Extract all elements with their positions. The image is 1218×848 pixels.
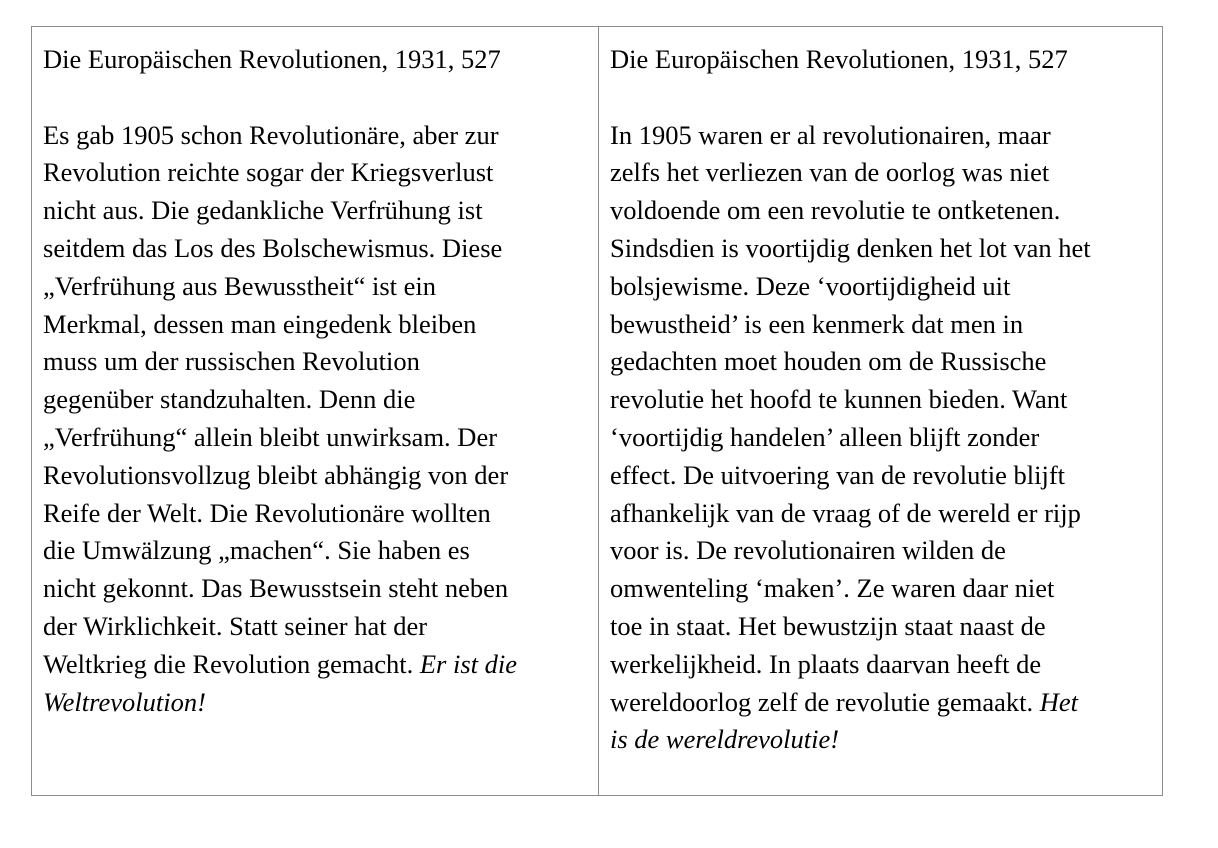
german-column [32, 27, 599, 795]
text-line: werkelijkheid. In plaats daarvan heeft de [610, 648, 1042, 679]
text-line: bolsjewisme. Deze ‘voortijdigheid uit [610, 270, 1011, 301]
text-line: Revolution reichte sogar der Kriegsverlust [43, 157, 494, 188]
dutch-paragraph [610, 117, 1152, 760]
dutch-column [599, 27, 1162, 795]
text-segment: wereldoorlog zelf de revolutie gemaakt. [610, 686, 1040, 717]
text-line: nicht gekonnt. Das Bewusstsein steht neben [43, 573, 509, 604]
text-line: revolutie het hoofd te kunnen bieden. Want [610, 384, 1068, 415]
text-line: voor is. De revolutionairen wilden de [610, 535, 1006, 566]
text-line: gegenüber standzuhalten. Denn die [43, 384, 416, 415]
text-line [43, 684, 588, 722]
text-line: omwenteling ‘maken’. Ze waren daar niet [610, 573, 1055, 604]
text-line [610, 684, 1152, 722]
text-line: „Verfrühung aus Bewusstheit“ ist ein [43, 270, 436, 301]
text-line: Sindsdien is voortijdig denken het lot van het [610, 232, 1091, 263]
text-line: muss um der russischen Revolution [43, 346, 420, 377]
text-line: gedachten moet houden om de Russische [610, 346, 1047, 377]
text-line [610, 721, 1152, 759]
italic-emphasis: Weltrevolution! [43, 686, 206, 717]
text-line: Reife der Welt. Die Revolutionäre wollten [43, 497, 491, 528]
text-line: toe in staat. Het bewustzijn staat naast de [610, 610, 1046, 641]
text-line: „Verfrühung“ allein bleibt unwirksam. Der [43, 421, 498, 452]
translation-table [31, 26, 1163, 796]
german-source-heading: Die Europäischen Revolutionen, 1931, 527 [43, 44, 501, 74]
text-line: ‘voortijdig handelen’ alleen blijft zonder [610, 421, 1040, 452]
text-line: seitdem das Los des Bolschewismus. Diese [43, 232, 503, 263]
text-segment: Weltkrieg die Revolution gemacht. [43, 648, 420, 679]
blank-line [43, 79, 588, 117]
italic-emphasis: Er ist die [419, 648, 518, 679]
text-line: die Umwälzung „machen“. Sie haben es [43, 535, 470, 566]
italic-emphasis: is de wereldrevolutie! [610, 724, 840, 755]
italic-emphasis: Het [1039, 686, 1078, 717]
text-line [43, 646, 588, 684]
blank-line [610, 79, 1152, 117]
text-line: voldoende om een revolutie te ontketenen. [610, 195, 1061, 226]
text-line: bewustheid’ is een kenmerk dat men in [610, 308, 1024, 339]
text-line: zelfs het verliezen van de oorlog was niet [610, 157, 1050, 188]
text-line: Es gab 1905 schon Revolutionäre, aber zur [43, 119, 499, 150]
text-line: nicht aus. Die gedankliche Verfrühung ist [43, 195, 483, 226]
text-line: afhankelijk van de vraag of de wereld er rijp [610, 497, 1081, 528]
text-line: effect. De uitvoering van de revolutie blijft [610, 459, 1066, 490]
german-paragraph [43, 117, 588, 722]
text-line: Merkmal, dessen man eingedenk bleiben [43, 308, 477, 339]
text-line: der Wirklichkeit. Statt seiner hat der [43, 610, 428, 641]
text-line: In 1905 waren er al revolutionairen, maar [610, 119, 1051, 150]
text-line: Revolutionsvollzug bleibt abhängig von der [43, 459, 509, 490]
dutch-source-heading: Die Europäischen Revolutionen, 1931, 527 [610, 44, 1068, 74]
